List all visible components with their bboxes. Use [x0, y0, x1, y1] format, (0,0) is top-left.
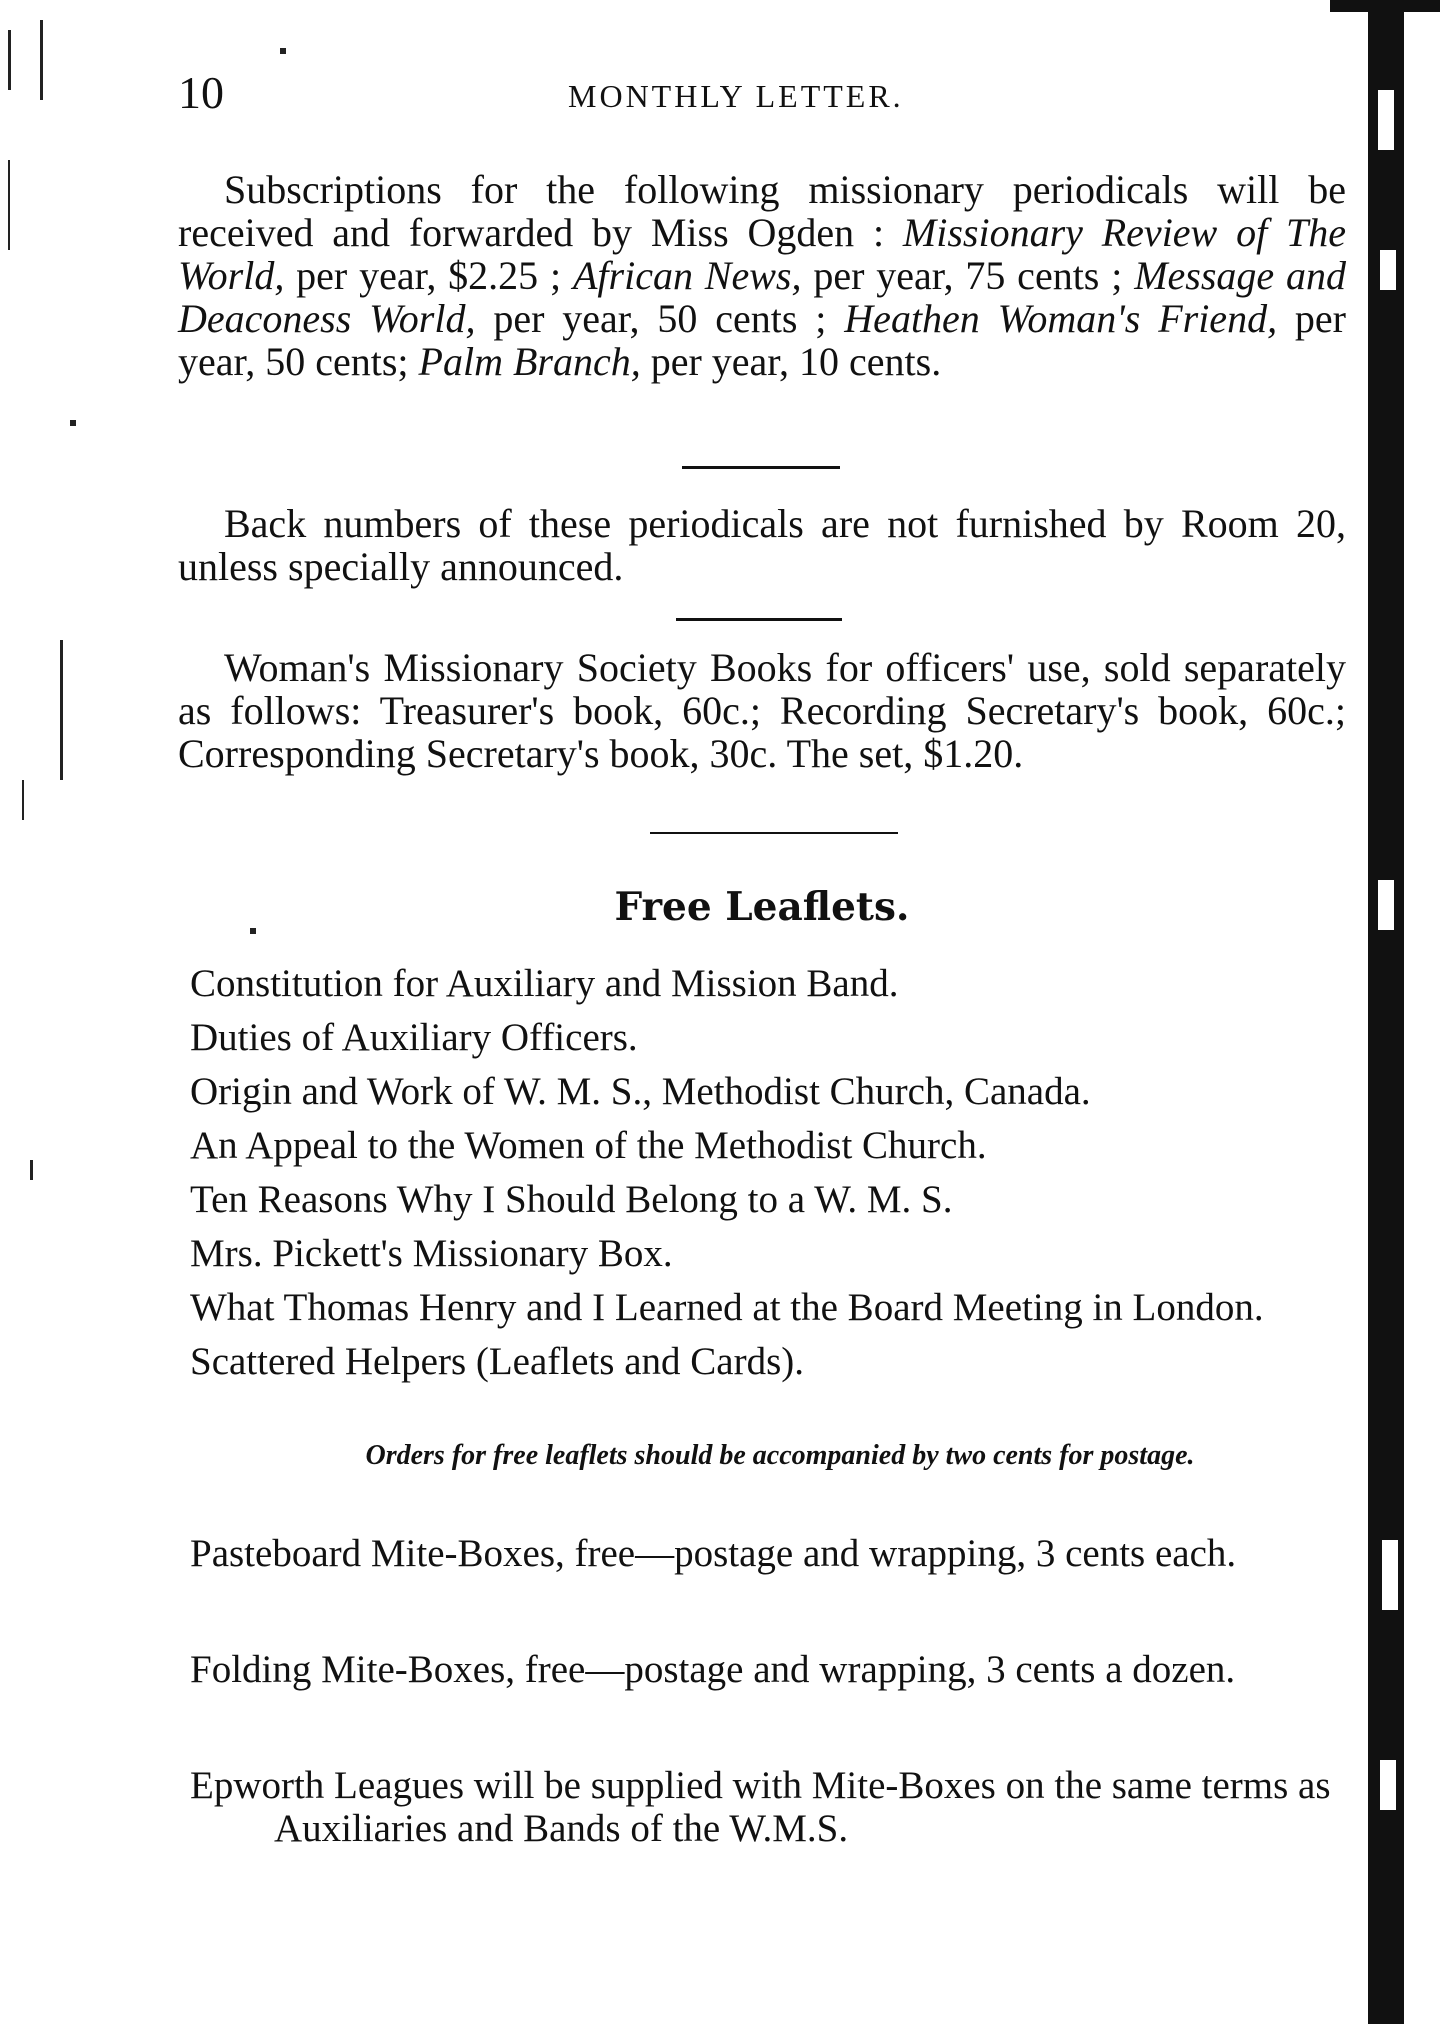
margin-speck [30, 1160, 33, 1180]
periodical-title: Missionary Review of The World, [178, 210, 1347, 298]
periodical-price: per year, 50 cents ; [475, 296, 845, 341]
back-numbers-paragraph: Back numbers of these periodicals are not furnished by Room 20, unless specially announced. [178, 501, 1346, 589]
periodical-title: Message and Deaconess World, [178, 253, 1346, 341]
binding-notch [1382, 1540, 1398, 1610]
folding-mite-boxes: Folding Mite-Boxes, free—postage and wrapping, 3 cents a dozen. [190, 1648, 1236, 1691]
binding-notch [1380, 1760, 1396, 1810]
periodical-title: Heathen Woman's Friend, [844, 296, 1278, 341]
free-leaflets-list [190, 962, 1350, 1394]
running-head [178, 66, 1348, 126]
periodical-title: Palm Branch, [418, 339, 641, 384]
section-divider [682, 466, 840, 469]
page-number: 10 [178, 67, 224, 118]
binding-notch [1378, 90, 1394, 150]
leaflet-item: What Thomas Henry and I Learned at the Board Meeting in London. [190, 1286, 1264, 1329]
periodical-price: per year, 10 cents. [640, 339, 942, 384]
margin-speck [8, 30, 11, 90]
margin-speck [8, 160, 10, 250]
periodical-price: per year, 50 cents; [178, 296, 1347, 384]
leaflet-item: Scattered Helpers (Leaflets and Cards). [190, 1340, 804, 1383]
binding-notch [1380, 250, 1396, 290]
page-binding-edge [1368, 0, 1404, 2024]
page-title: MONTHLY LETTER. [568, 78, 904, 114]
leaflet-item: An Appeal to the Women of the Methodist Church. [190, 1124, 987, 1167]
leaflet-item: Constitution for Auxiliary and Mission Band. [190, 962, 899, 1005]
society-books-paragraph: Woman's Missionary Society Books for officers' use, sold separately as follows: Treasurer's book, 60c.; Recording Secretary's book, 60c.; Corresponding Secretary's book, 30c. The set, $1.20. [178, 645, 1346, 776]
leaflet-item: Origin and Work of W. M. S., Methodist Church, Canada. [190, 1070, 1091, 1113]
binding-notch [1378, 880, 1394, 930]
free-leaflets-heading: Free Leaflets. [614, 884, 910, 930]
leaflet-item: Mrs. Pickett's Missionary Box. [190, 1232, 673, 1275]
section-divider [650, 832, 898, 834]
pasteboard-mite-boxes: Pasteboard Mite-Boxes, free—postage and wrapping, 3 cents each. [190, 1532, 1237, 1575]
margin-speck [40, 20, 43, 100]
subscriptions-intro: Subscriptions for the following missionary periodicals will be received and forwarded by Miss Ogden : [178, 167, 1346, 255]
margin-speck [70, 420, 76, 426]
margin-speck [280, 48, 286, 54]
subscriptions-paragraph [178, 168, 1346, 383]
epworth-leagues-note: Epworth Leagues will be supplied with Mite-Boxes on the same terms as Auxiliaries and Bands of the W.M.S. [190, 1764, 1331, 1850]
leaflet-item: Duties of Auxiliary Officers. [190, 1016, 638, 1059]
margin-speck [60, 640, 63, 780]
section-divider [676, 618, 842, 621]
periodical-price: per year, $2.25 ; [284, 253, 573, 298]
margin-speck [22, 780, 24, 820]
periodical-title: African News, [572, 253, 802, 298]
periodical-price: per year, 75 cents ; [801, 253, 1135, 298]
leaflet-postage-note: Orders for free leaflets should be accompanied by two cents for postage. [365, 1440, 1195, 1471]
leaflet-item: Ten Reasons Why I Should Belong to a W. M. S. [190, 1178, 953, 1221]
